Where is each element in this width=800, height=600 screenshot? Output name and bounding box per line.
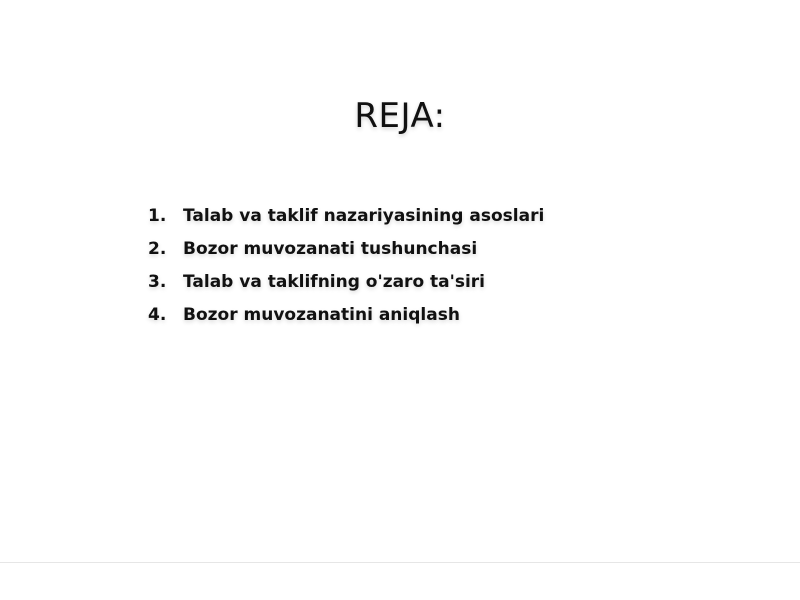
bottom-strip <box>0 563 800 600</box>
plan-item-number: 1. <box>148 206 167 226</box>
plan-list <box>148 206 544 338</box>
plan-item-text: Bozor muvozanatini aniqlash <box>183 305 460 325</box>
plan-item-number: 3. <box>148 272 167 292</box>
plan-item <box>148 239 544 272</box>
plan-item <box>148 305 544 338</box>
plan-item-text: Talab va taklifning o'zaro ta'siri <box>183 272 485 292</box>
slide-title: REJA: <box>354 96 446 136</box>
plan-item <box>148 206 544 239</box>
plan-item-number: 4. <box>148 305 167 325</box>
plan-item-text: Talab va taklif nazariyasining asoslari <box>183 206 545 226</box>
plan-item <box>148 272 544 305</box>
plan-item-number: 2. <box>148 239 167 259</box>
plan-item-text: Bozor muvozanati tushunchasi <box>183 239 478 259</box>
